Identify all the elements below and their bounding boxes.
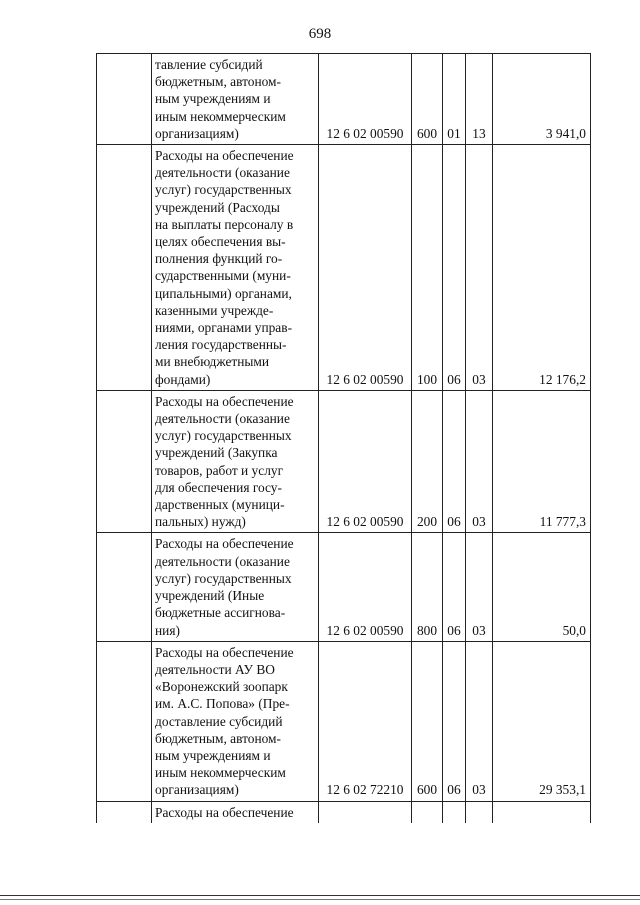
subsection-code bbox=[466, 801, 493, 823]
table-row bbox=[97, 390, 591, 533]
amount bbox=[493, 801, 591, 823]
expense-name: тавление субсидий бюджетным, автоном- ным учреждениям и иным некоммерческим организациям) bbox=[152, 54, 319, 145]
table-row bbox=[97, 801, 591, 823]
expense-type-code: 800 bbox=[412, 533, 443, 641]
expense-name: Расходы на обеспечение деятельности (оказание услуг) государственных учреждений (Расходы на выплаты персоналу в целях обеспечения вы- полнения функций го- сударственными (муни- ципальными) органами, казенными учрежде- ниями, органами управ- ления государственны- ми внебюджетными фондами) bbox=[152, 145, 319, 391]
scan-edge-line bbox=[0, 899, 640, 900]
target-code: 12 6 02 00590 bbox=[319, 390, 412, 533]
target-code: 12 6 02 00590 bbox=[319, 145, 412, 391]
table-row bbox=[97, 145, 591, 391]
target-code bbox=[319, 801, 412, 823]
expense-name: Расходы на обеспечение деятельности (оказание услуг) государственных учреждений (Закупка товаров, работ и услуг для обеспечения госу- дарственных (муници- пальных) нужд) bbox=[152, 390, 319, 533]
subsection-code: 03 bbox=[466, 641, 493, 801]
amount: 3 941,0 bbox=[493, 54, 591, 145]
expense-name: Расходы на обеспечение деятельности АУ ВО «Воронежский зоопарк им. А.С. Попова» (Пре- доставление субсидий бюджетным, автоном- ным учреждениям и иным некоммерческим организациям) bbox=[152, 641, 319, 801]
section-code: 01 bbox=[443, 54, 466, 145]
empty-cell bbox=[97, 533, 152, 641]
subsection-code: 03 bbox=[466, 390, 493, 533]
table-row bbox=[97, 641, 591, 801]
subsection-code: 03 bbox=[466, 145, 493, 391]
section-code: 06 bbox=[443, 641, 466, 801]
target-code: 12 6 02 00590 bbox=[319, 54, 412, 145]
expense-type-code: 200 bbox=[412, 390, 443, 533]
amount: 29 353,1 bbox=[493, 641, 591, 801]
empty-cell bbox=[97, 801, 152, 823]
amount: 12 176,2 bbox=[493, 145, 591, 391]
section-code bbox=[443, 801, 466, 823]
empty-cell bbox=[97, 390, 152, 533]
section-code: 06 bbox=[443, 390, 466, 533]
subsection-code: 03 bbox=[466, 533, 493, 641]
expense-name: Расходы на обеспечение bbox=[152, 801, 319, 823]
target-code: 12 6 02 00590 bbox=[319, 533, 412, 641]
table-row bbox=[97, 54, 591, 145]
expense-type-code: 100 bbox=[412, 145, 443, 391]
empty-cell bbox=[97, 641, 152, 801]
budget-table bbox=[96, 53, 591, 823]
table-row bbox=[97, 533, 591, 641]
section-code: 06 bbox=[443, 533, 466, 641]
scan-edge-line bbox=[0, 895, 640, 896]
amount: 11 777,3 bbox=[493, 390, 591, 533]
expense-type-code bbox=[412, 801, 443, 823]
expense-type-code: 600 bbox=[412, 641, 443, 801]
page-number: 698 bbox=[308, 26, 332, 42]
empty-cell bbox=[97, 54, 152, 145]
subsection-code: 13 bbox=[466, 54, 493, 145]
expense-name: Расходы на обеспечение деятельности (оказание услуг) государственных учреждений (Иные бюджетные ассигнова- ния) bbox=[152, 533, 319, 641]
section-code: 06 bbox=[443, 145, 466, 391]
target-code: 12 6 02 72210 bbox=[319, 641, 412, 801]
amount: 50,0 bbox=[493, 533, 591, 641]
empty-cell bbox=[97, 145, 152, 391]
expense-type-code: 600 bbox=[412, 54, 443, 145]
